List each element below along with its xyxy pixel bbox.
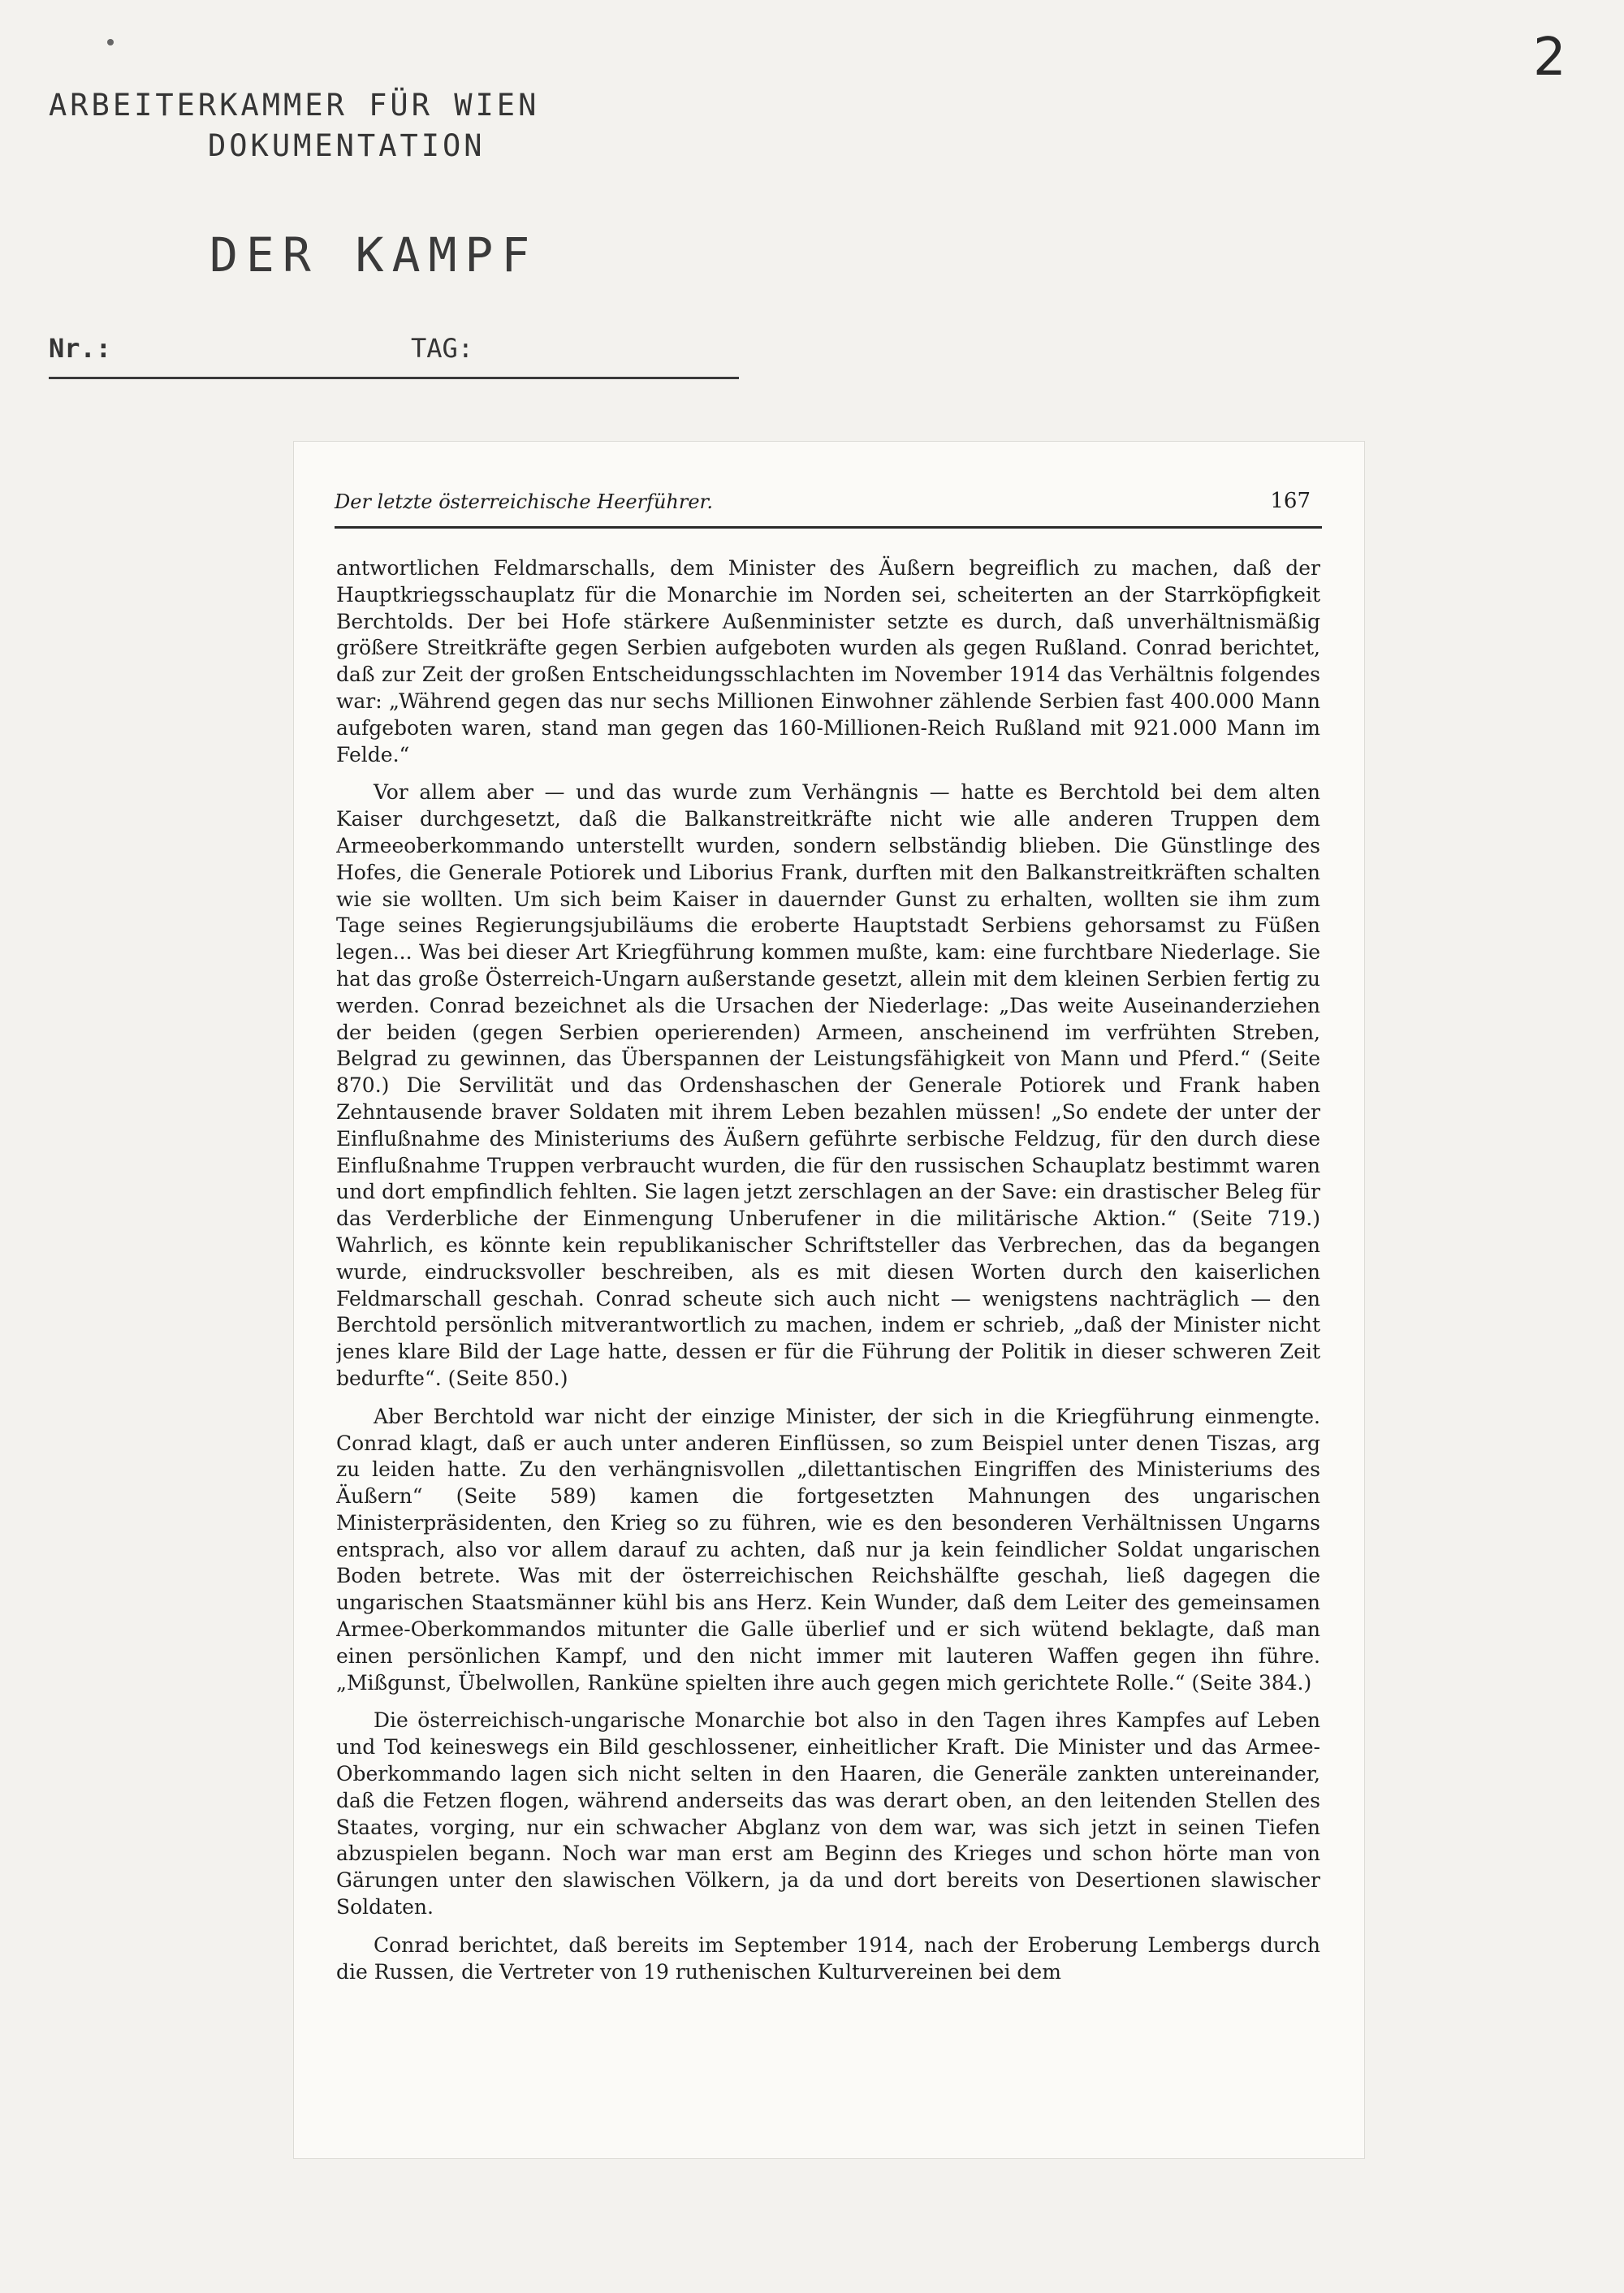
stamp-institution: ARBEITERKAMMER FÜR WIEN (49, 88, 540, 123)
stamp-underline (49, 377, 739, 379)
page-mark: 2 (1533, 28, 1566, 88)
paragraph: antwortlichen Feldmarschalls, dem Minister des Äußern begreiflich zu machen, daß der Hauptkriegsschauplatz für die Monarchie im Norden sei, scheiterten an der Starrköpfigkeit Berchtolds. Der bei Hofe stärkere Außenminister setzte es durch, daß unverhältnismäßig größere Streitkräfte gegen Serbien aufgeboten wurden als gegen Rußland. Conrad berichtet, daß zur Zeit der großen Entscheidungsschlachten im November 1914 das Verhältnis folgendes war: „Während gegen das nur sechs Millionen Einwohner zählende Serbien fast 400.000 Mann aufgeboten waren, stand man gegen das 160-Millionen-Reich Rußland mit 921.000 Mann im Felde.“ (336, 556, 1320, 766)
paragraph: Conrad berichtet, daß bereits im September 1914, nach der Eroberung Lembergs durch die Russen, die Vertreter von 19 ruthenischen Kulturvereinen bei dem (336, 1932, 1320, 1984)
stamp-department: DOKUMENTATION (208, 128, 486, 163)
ink-dot (107, 39, 114, 45)
article-clipping (294, 442, 1364, 2158)
running-title: Der letzte österreichische Heerführer. (335, 490, 713, 513)
paragraph: Die österreichisch-ungarische Monarchie bot also in den Tagen ihres Kampfes auf Leben und Tod keineswegs ein Bild geschlossener, einheitlicher Kraft. Die Minister und das Armee-Oberkommando lagen sich nicht selten in den Haaren, die Generäle zankten untereinander, daß die Fetzen flogen, während anderseits das was derart oben, an den leitenden Stellen des Staates, vorging, nur ein schwacher Abglanz von dem war, was sich jetzt in seinen Tiefen abzuspielen begann. Noch war man erst am Beginn des Krieges und schon hörte man von Gärungen unter den slawischen Völkern, ja da und dort bereits von Desertionen slawischer Soldaten. (336, 1708, 1320, 1919)
page-number: 167 (1270, 489, 1311, 513)
running-head (335, 487, 1317, 523)
stamp-publication-title: DER KAMPF (209, 227, 538, 283)
header-rule (335, 526, 1322, 529)
archive-stamp (49, 81, 747, 382)
article-body (336, 555, 1320, 2147)
paragraph: Vor allem aber — und das wurde zum Verhängnis — hatte es Berchtold bei dem alten Kaiser durchgesetzt, daß die Balkanstreitkräfte nicht wie alle anderen Truppen dem Armeeoberkommando unterstellt wurden, sondern selbständig blieben. Die Günstlinge des Hofes, die Generale Potiorek und Liborius Frank, durften mit den Balkanstreitkräften schalten wie sie wollten. Um sich beim Kaiser in dauernder Gunst zu erhalten, wollten sie ihm zum Tage seines Regierungsjubiläums die eroberte Hauptstadt Serbiens gehorsamst zu Füßen legen... Was bei dieser Art Kriegführung kommen mußte, kam: eine furchtbare Niederlage. Sie hat das große Österreich-Ungarn außerstande gesetzt, allein mit dem kleinen Serbien fertig zu werden. Conrad bezeichnet als die Ursachen der Niederlage: „Das weite Auseinanderziehen der beiden (gegen Serbien operierenden) Armeen, anscheinend im verfrühten Streben, Belgrad zu gewinnen, das Überspannen der Leistungsfähigkeit von Mann und Pferd.“ (Seite 870.) Die Servilität und das Ordenshaschen der Generale Potiorek und Frank haben Zehntausende braver Soldaten mit ihrem Leben bezahlen müssen! „So endete der unter der Einflußnahme des Ministeriums des Äußern geführte serbische Feldzug, für den durch diese Einflußnahme Truppen verbraucht wurden, die für den russischen Schauplatz bestimmt waren und dort empfindlich fehlten. Sie lagen jetzt zerschlagen an der Save: ein drastischer Beleg für das Verderbliche der Einmengung Unberufener in die militärische Aktion.“ (Seite 719.) Wahrlich, es könnte kein republikanischer Schriftsteller das Verbrechen, das da begangen wurde, eindrucksvoller beschreiben, als es mit diesen Worten durch den kaiserlichen Feldmarschall geschah. Conrad scheute sich auch nicht — wenigstens nachträglich — den Berchtold persönlich mitverantwortlich zu machen, indem er schrieb, „daß der Minister nicht jenes klare Bild der Lage hatte, dessen er für die Führung der Politik in dieser schweren Zeit bedurfte“. (Seite 850.) (336, 780, 1320, 1390)
stamp-number-label: Nr.: (49, 333, 112, 364)
stamp-day-label: TAG: (411, 333, 474, 364)
paragraph: Aber Berchtold war nicht der einzige Minister, der sich in die Kriegführung einmengte. Conrad klagt, daß er auch unter anderen Einflüssen, so zum Beispiel unter denen Tiszas, arg zu leiden hatte. Zu den verhängnisvollen „dilettantischen Eingriffen des Ministeriums des Äußern“ (Seite 589) kamen die fortgesetzten Mahnungen des ungarischen Ministerpräsidenten, den Krieg so zu führen, wie es den besonderen Verhältnissen Ungarns entsprach, also vor allem darauf zu achten, daß nur ja kein feindlicher Soldat ungarischen Boden betrete. Was mit der österreichischen Reichshälfte geschah, ließ dagegen die ungarischen Staatsmänner kühl bis ans Herz. Kein Wunder, daß dem Leiter des gemeinsamen Armee-Oberkommandos mitunter die Galle überlief und er sich wütend beklagte, daß man einen persönlichen Kampf, und den nicht immer mit lauteren Waffen gegen ihn führe. „Mißgunst, Übelwollen, Rankünе spielten ihre auch gegen mich gerichtete Rolle.“ (Seite 384.) (336, 1404, 1320, 1695)
